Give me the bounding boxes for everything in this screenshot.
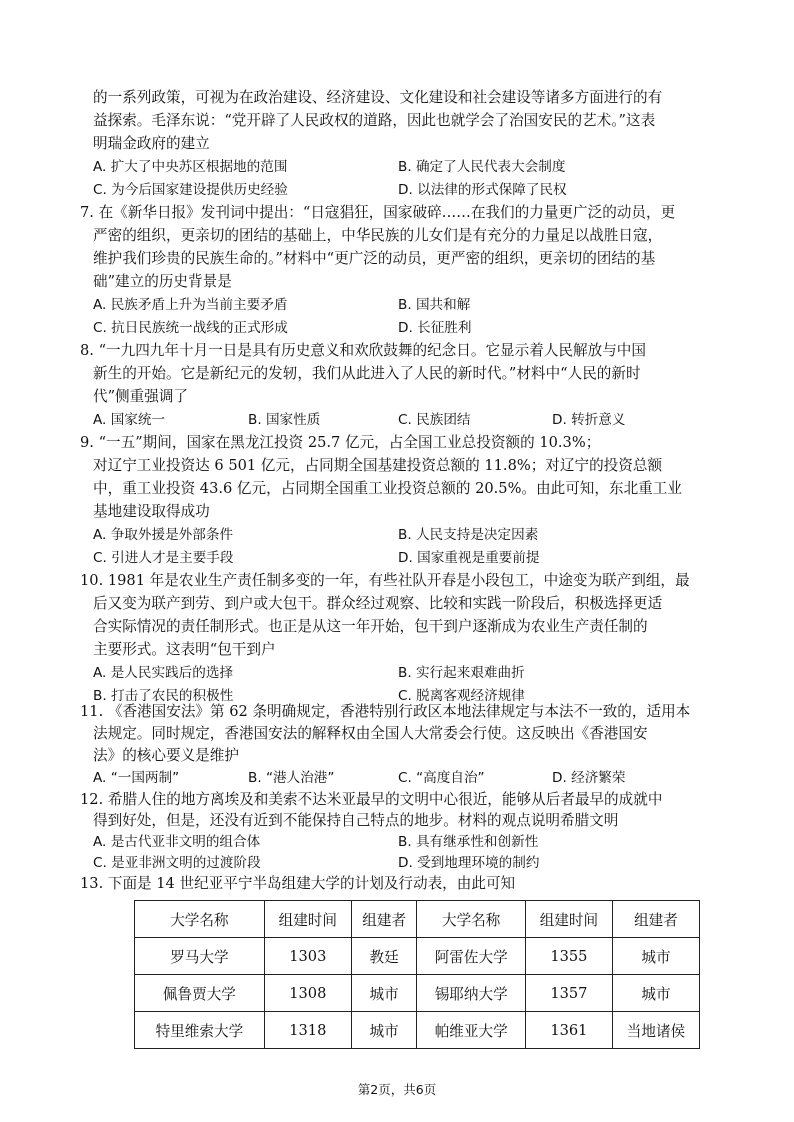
q7-line-3: 维护我们珍贵的民族生命的。”材料中“更广泛的动员，更严密的组织，更亲切的团结的基 [93, 250, 656, 267]
table-row [135, 1012, 700, 1049]
q11-line-1: 11. 《香港国安法》第 62 条明确规定，香港特别行政区本地法律规定与本法不一致的，适用本 [80, 703, 691, 720]
q8-line-3: 代”侧重强调了 [93, 388, 189, 405]
table-header-cell: 大学名称 [417, 901, 525, 938]
table-cell: 1303 [264, 938, 351, 975]
q8-line-1: 8. “一九四九年十月一日是具有历史意义和欢欣鼓舞的纪念日。它显示着人民解放与中国 [80, 342, 646, 359]
table-cell: 城市 [612, 975, 699, 1012]
q11-option-b: B. “港人治港” [248, 770, 335, 786]
q8-option-b: B. 国家性质 [248, 412, 321, 428]
page-footer: 第2页，共6页 [357, 1082, 437, 1097]
q12-option-b: B. 具有继承性和创新性 [398, 834, 539, 850]
table-header-cell: 组建时间 [264, 901, 351, 938]
q7-line-4: 础”建立的历史背景是 [93, 273, 232, 290]
q11-option-d: D. 经济繁荣 [552, 770, 626, 786]
q11-line-3: 法》的核心要义是维护 [93, 747, 239, 764]
q6-option-a: A. 扩大了中央苏区根据地的范围 [93, 159, 288, 175]
q6-option-d: D. 以法律的形式保障了民权 [398, 182, 567, 198]
q9-line-1: 9. “一五”期间，国家在黑龙江投资 25.7 亿元，占全国工业总投资额的 10.3%； [80, 434, 601, 451]
q8-line-2: 新生的开始。它是新纪元的发轫，我们从此进入了人民的新时代。”材料中“人民的新时 [93, 365, 641, 382]
q12-line-2: 得到好处，但是，还没有近到不能保持自己特点的地步。材料的观点说明希腊文明 [93, 812, 619, 829]
q10-option-b: B. 实行起来艰难曲折 [398, 665, 525, 681]
q10-option-d: C. 脱离客观经济规律 [398, 688, 525, 704]
table-cell: 阿雷佐大学 [417, 938, 525, 975]
q11-option-c: C. “高度自治” [398, 770, 485, 786]
q10-line-4: 主要形式。这表明“包干到户 [93, 641, 276, 658]
q6-line-3: 明瑞金政府的建立 [93, 135, 210, 152]
table-cell: 1357 [525, 975, 612, 1012]
table-cell: 1361 [525, 1012, 612, 1049]
table-header-row [135, 901, 700, 938]
table-cell: 教廷 [351, 938, 417, 975]
table-header-cell: 组建者 [612, 901, 699, 938]
q7-option-c: C. 抗日民族统一战线的正式形成 [93, 320, 288, 336]
table-cell: 1318 [264, 1012, 351, 1049]
q10-line-3: 合实际情况的责任制形式。也正是从这一年开始，包干到户逐渐成为农业生产责任制的 [93, 618, 648, 635]
table-cell: 1308 [264, 975, 351, 1012]
table-cell: 锡耶纳大学 [417, 975, 525, 1012]
q13-stem: 13. 下面是 14 世纪亚平宁半岛组建大学的计划及行动表，由此可知 [80, 875, 516, 892]
university-table [134, 900, 700, 1049]
q8-option-c: C. 民族团结 [398, 412, 471, 428]
table-cell: 当地诸侯 [612, 1012, 699, 1049]
q6-line-2: 益探索。毛泽东说：“党开辟了人民政权的道路，因此也就学会了治国安民的艺术。”这表 [93, 112, 656, 129]
q8-option-a: A. 国家统一 [93, 412, 166, 428]
q7-option-a: A. 民族矛盾上升为当前主要矛盾 [93, 297, 288, 313]
q7-line-1: 7. 在《新华日报》发刊词中提出：“日寇猖狂，国家破碎……在我们的力量更广泛的动员，更 [80, 204, 676, 221]
table-cell: 1355 [525, 938, 612, 975]
q6-option-b: B. 确定了人民代表大会制度 [398, 159, 566, 175]
q12-line-1: 12. 希腊人住的地方离埃及和美索不达米亚最早的文明中心很近，能够从后者最早的成就中 [80, 791, 663, 808]
table-cell: 特里维索大学 [135, 1012, 265, 1049]
table-cell: 罗马大学 [135, 938, 265, 975]
q9-option-c: C. 引进人才是主要手段 [93, 550, 234, 566]
q9-option-a: A. 争取外援是外部条件 [93, 527, 234, 543]
q9-option-b: B. 人民支持是决定因素 [398, 527, 539, 543]
table-cell: 城市 [351, 1012, 417, 1049]
q7-line-2: 严密的组织，更亲切的团结的基础上，中华民族的儿女们是有充分的力量足以战胜日寇， [93, 227, 663, 244]
q11-line-2: 法规定。同时规定，香港国安法的解释权由全国人大常委会行使。这反映出《香港国安 [93, 725, 648, 742]
table-row [135, 938, 700, 975]
q10-line-1: 10. 1981 年是农业生产责任制多变的一年，有些社队开春是小段包工，中途变为联产到组，最 [80, 572, 690, 589]
table-cell: 城市 [351, 975, 417, 1012]
table-cell: 佩鲁贾大学 [135, 975, 265, 1012]
q9-line-3: 中，重工业投资 43.6 亿元，占同期全国重工业投资总额的 20.5%。由此可知，东北重工业 [93, 480, 682, 497]
q12-option-a: A. 是古代亚非文明的组合体 [93, 834, 261, 850]
q10-option-a: A. 是人民实践后的选择 [93, 665, 234, 681]
q11-option-a: A. “一国两制” [93, 770, 180, 786]
q7-option-b: B. 国共和解 [398, 297, 471, 313]
table-cell: 帕维亚大学 [417, 1012, 525, 1049]
q7-option-d: D. 长征胜利 [398, 320, 472, 336]
table-header-cell: 大学名称 [135, 901, 265, 938]
table-row [135, 975, 700, 1012]
q9-line-4: 基地建设取得成功 [93, 503, 210, 520]
table-header-cell: 组建时间 [525, 901, 612, 938]
q12-option-d: D. 受到地理环境的制约 [398, 855, 540, 871]
q10-line-2: 后又变为联产到劳、到户或大包干。群众经过观察、比较和实践一阶段后，积极选择更适 [93, 595, 663, 612]
q9-option-d: D. 国家重视是重要前提 [398, 550, 540, 566]
q6-line-1: 的一系列政策，可视为在政治建设、经济建设、文化建设和社会建设等诸多方面进行的有 [93, 89, 663, 106]
q12-option-c: C. 是亚非洲文明的过渡阶段 [93, 855, 261, 871]
table-header-cell: 组建者 [351, 901, 417, 938]
q9-line-2: 对辽宁工业投资达 6 501 亿元，占同期全国基建投资总额的 11.8%；对辽宁的投资总额 [93, 457, 663, 474]
q6-option-c: C. 为今后国家建设提供历史经验 [93, 182, 288, 198]
q10-option-c: B. 打击了农民的积极性 [93, 688, 234, 704]
table-cell: 城市 [612, 938, 699, 975]
q8-option-d: D. 转折意义 [552, 412, 626, 428]
